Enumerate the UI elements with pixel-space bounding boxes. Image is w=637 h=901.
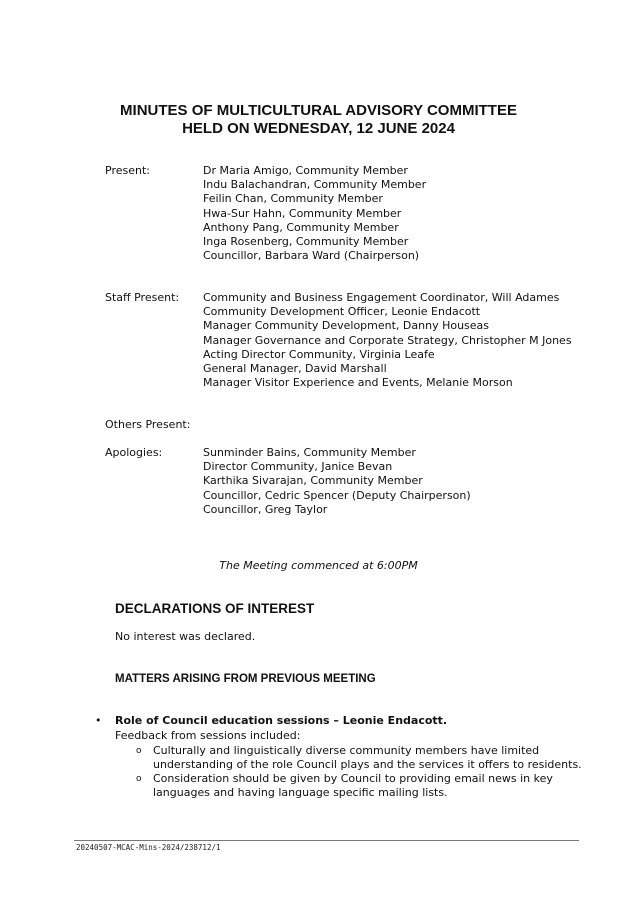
staff-member: Manager Community Development, Danny Houseas <box>203 319 490 333</box>
others-label: Others Present: <box>105 418 191 431</box>
sub-bullet-icon: o <box>136 774 142 784</box>
sub-item-text: Consideration should be given by Council to providing email news in key languages and having language specific mailing lists. <box>153 772 553 800</box>
apology: Councillor, Greg Taylor <box>203 502 328 516</box>
document-title <box>0 102 637 138</box>
title-line-2: HELD ON WEDNESDAY, 12 JUNE 2024 <box>182 120 455 137</box>
staff-member: Acting Director Community, Virginia Leafe <box>203 347 435 361</box>
matter-item-intro: Feedback from sessions included: <box>115 729 301 742</box>
attendee: Dr Maria Amigo, Community Member <box>203 164 408 177</box>
staff-member: Manager Visitor Experience and Events, Melanie Morson <box>203 376 513 390</box>
present-list <box>203 164 426 263</box>
matter-item-title: Role of Council education sessions – Leonie Endacott. <box>115 714 448 727</box>
staff-member: Manager Governance and Corporate Strategy, Christopher M Jones <box>203 333 572 347</box>
sub-item-text: Culturally and linguistically diverse community members have limited understanding of the role Council plays and the services it offers to residents. <box>153 744 582 772</box>
attendee: Anthony Pang, Community Member <box>203 220 399 234</box>
staff-member: Community Development Officer, Leonie Endacott <box>203 305 481 319</box>
apology: Director Community, Janice Bevan <box>203 460 393 474</box>
attendee: Indu Balachandran, Community Member <box>203 178 427 192</box>
bullet-icon: • <box>95 714 102 727</box>
attendee: Councillor, Barbara Ward (Chairperson) <box>203 249 420 263</box>
apology: Councillor, Cedric Spencer (Deputy Chairperson) <box>203 488 471 502</box>
staff-label: Staff Present: <box>105 291 180 304</box>
title-line-1: MINUTES OF MULTICULTURAL ADVISORY COMMITTEE <box>120 102 517 119</box>
attendee: Hwa-Sur Hahn, Community Member <box>203 206 402 220</box>
apology: Sunminder Bains, Community Member <box>203 446 416 459</box>
meeting-commenced-note: The Meeting commenced at 6:00PM <box>219 559 418 572</box>
matters-heading: MATTERS ARISING FROM PREVIOUS MEETING <box>115 673 376 685</box>
attendee: Inga Rosenberg, Community Member <box>203 234 409 248</box>
declarations-text: No interest was declared. <box>115 630 256 643</box>
document-reference: 20240507-MCAC-Mins-2024/238712/1 <box>76 843 221 852</box>
footer-divider <box>74 840 579 841</box>
apologies-list <box>203 446 471 517</box>
staff-list <box>203 291 572 390</box>
apology: Karthika Sivarajan, Community Member <box>203 474 423 488</box>
present-label: Present: <box>105 164 150 177</box>
staff-member: Community and Business Engagement Coordinator, Will Adames <box>203 291 560 304</box>
attendee: Feilin Chan, Community Member <box>203 192 383 206</box>
apologies-label: Apologies: <box>105 446 163 459</box>
staff-member: General Manager, David Marshall <box>203 361 387 375</box>
declarations-heading: DECLARATIONS OF INTEREST <box>115 601 315 616</box>
sub-bullet-icon: o <box>136 746 142 756</box>
